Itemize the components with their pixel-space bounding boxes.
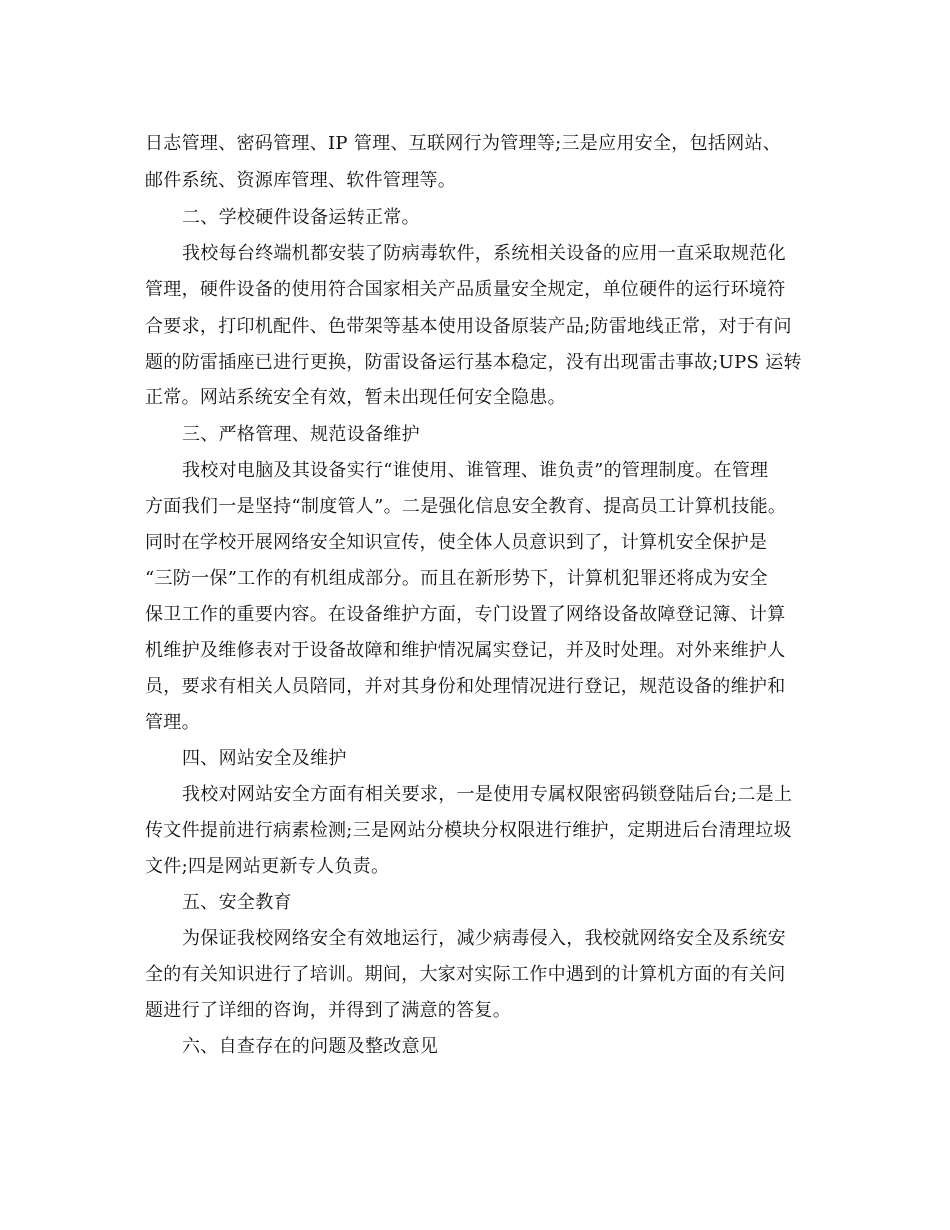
text-line: 题进行了详细的咨询，并得到了满意的答复。 [145, 1000, 511, 1021]
section-heading: 二、学校硬件设备运转正常。 [182, 207, 420, 228]
text-line: 全的有关知识进行了培训。期间，大家对实际工作中遇到的计算机方面的有关问 [145, 964, 786, 985]
section-heading: 三、严格管理、规范设备维护 [182, 424, 420, 445]
text-line: “三防一保”工作的有机组成部分。而且在新形势下，计算机犯罪还将成为安全 [145, 568, 768, 589]
text-line: 题的防雷插座已进行更换，防雷设备运行基本稳定，没有出现雷击事故;UPS 运转 [145, 352, 802, 373]
text-line: 邮件系统、资源库管理、软件管理等。 [145, 170, 457, 191]
text-line: 传文件提前进行病素检测;三是网站分模块分权限进行维护，定期进后台清理垃圾 [145, 820, 792, 841]
text-line: 机维护及维修表对于设备故障和维护情况属实登记，并及时处理。对外来维护人 [145, 640, 786, 661]
text-line: 我校对网站安全方面有相关要求，一是使用专属权限密码锁登陆后台;二是上 [182, 784, 793, 805]
text-line: 我校对电脑及其设备实行“谁使用、谁管理、谁负责”的管理制度。在管理 [182, 460, 769, 481]
text-line: 日志管理、密码管理、IP 管理、互联网行为管理等;三是应用安全，包括网站、 [145, 133, 782, 154]
section-heading: 四、网站安全及维护 [182, 748, 347, 769]
text-line: 我校每台终端机都安装了防病毒软件，系统相关设备的应用一直采取规范化 [182, 243, 786, 264]
text-line: 文件;四是网站更新专人负责。 [145, 856, 390, 877]
text-line: 保卫工作的重要内容。在设备维护方面，专门设置了网络设备故障登记簿、计算 [145, 604, 786, 625]
text-line: 正常。网站系统安全有效，暂未出现任何安全隐患。 [145, 387, 566, 408]
text-line: 员，要求有相关人员陪同，并对其身份和处理情况进行登记，规范设备的维护和 [145, 676, 786, 697]
text-line: 为保证我校网络安全有效地运行，减少病毒侵入，我校就网络安全及系统安 [182, 928, 786, 949]
text-line: 合要求，打印机配件、色带架等基本使用设备原装产品;防雷地线正常，对于有问 [145, 316, 792, 337]
text-line: 管理。 [145, 712, 200, 733]
section-heading: 五、安全教育 [182, 892, 292, 913]
text-line: 同时在学校开展网络安全知识宣传，使全体人员意识到了，计算机安全保护是 [145, 532, 768, 553]
text-line: 方面我们一是坚持“制度管人”。二是强化信息安全教育、提高员工计算机技能。 [145, 496, 787, 517]
section-heading: 六、自查存在的问题及整改意见 [182, 1036, 439, 1057]
text-line: 管理，硬件设备的使用符合国家相关产品质量安全规定，单位硬件的运行环境符 [145, 279, 786, 300]
